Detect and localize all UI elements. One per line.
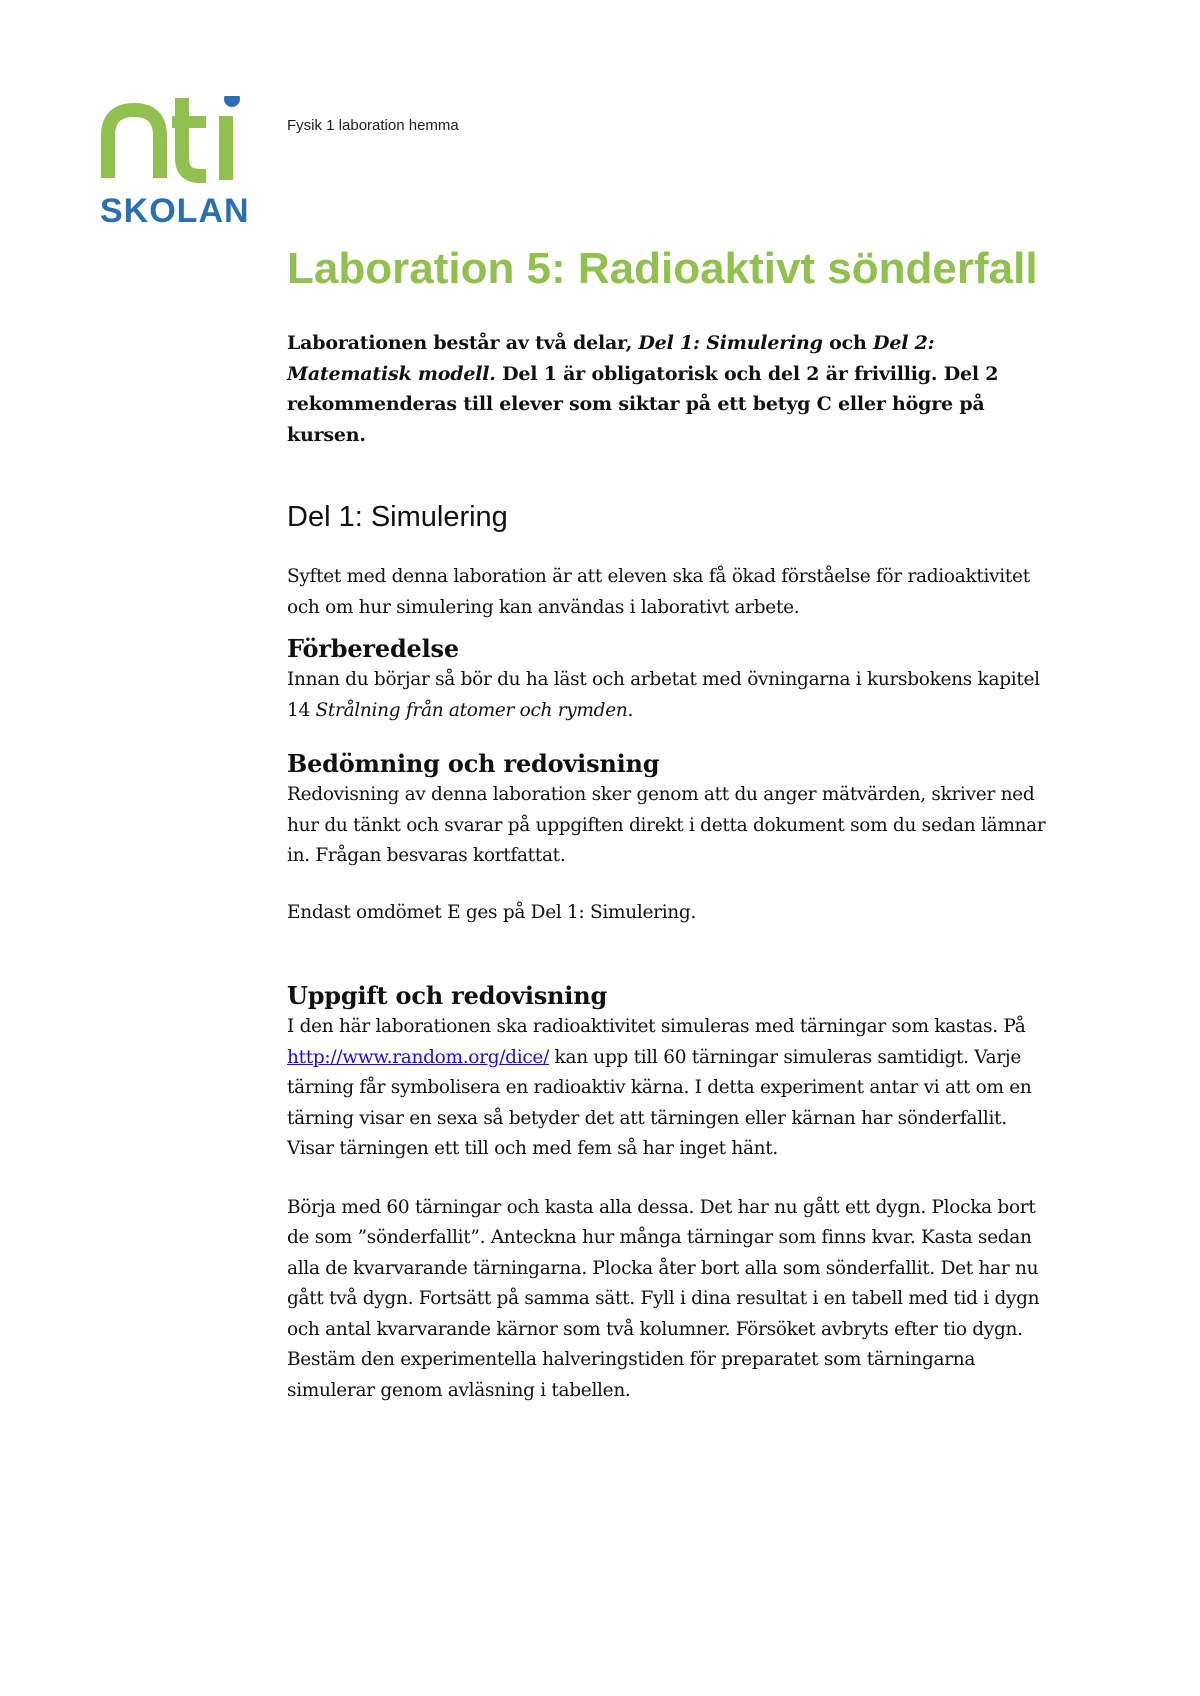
uppgift-paragraph xyxy=(287,1012,1047,1165)
forberedelse-end: . xyxy=(627,699,634,721)
chapter-title: Strålning från atomer och rymden xyxy=(315,699,628,721)
grade-note: Endast omdömet E ges på Del 1: Simulering. xyxy=(287,901,697,923)
subheading-forberedelse: Förberedelse xyxy=(287,634,459,663)
intro-text-1: Laborationen består av två delar, xyxy=(287,332,639,354)
skolan-wordmark: SKOLAN xyxy=(100,192,250,230)
page-title: Laboration 5: Radioaktivt sönderfall xyxy=(287,244,1038,293)
forberedelse-paragraph xyxy=(287,665,1047,726)
instructions-paragraph: Börja med 60 tärningar och kasta alla dessa. Det har nu gått ett dygn. Plocka bort de som ”sönderfallit”. Anteckna hur många tärningar som finns kvar. Kasta sedan alla de kvarvarande tärningarna. Plocka åter bort alla som sönderfallit. Det har nu gått två dygn. Fortsätt på samma sätt. Fyll i dina resultat i en tabell med tid i dygn och antal kvarvarande kärnor som två kolumner. Försöket avbryts efter tio dygn. Bestäm den experimentella halveringstiden för preparatet som tärningarna simulerar genom avläsning i tabellen. xyxy=(287,1196,1040,1401)
header-text: Fysik 1 laboration hemma xyxy=(287,117,459,134)
intro-text-3: Del 1 är obligatorisk och del 2 är frivillig. Del 2 rekommenderas till elever som siktar på ett betyg C eller högre på kursen. xyxy=(287,362,999,446)
uppgift-text-1: I den här laborationen ska radioaktivitet simuleras med tärningar som kastas. På xyxy=(287,1016,1026,1037)
section-heading-del1: Del 1: Simulering xyxy=(287,501,508,533)
subheading-uppgift: Uppgift och redovisning xyxy=(287,981,608,1010)
document-body xyxy=(287,240,1047,1406)
bedomning-paragraph: Redovisning av denna laboration sker genom att du anger mätvärden, skriver ned hur du tänkt och svarar på uppgiften direkt i detta dokument som du sedan lämnar in. Frågan besvaras kortfattat. xyxy=(287,784,1046,866)
intro-emphasis-del1: Del 1: Simulering xyxy=(638,332,823,354)
intro-emphasis-del2: Del 2: Matematisk modell. xyxy=(287,332,935,385)
nti-skolan-logo xyxy=(100,96,260,246)
forberedelse-text: Innan du börjar så bör du ha läst och arbetat med övningarna i kursbokens kapitel 14 xyxy=(287,669,1040,721)
intro-paragraph xyxy=(287,328,1047,450)
uppgift-text-2: kan upp till 60 tärningar simuleras samtidigt. Varje tärning får symbolisera en radioaktiv kärna. I detta experiment antar vi att om en tärning visar en sexa så betyder det att tärningen eller kärnan har sönderfallit. Visar tärningen ett till och med fem så har inget hänt. xyxy=(287,1046,1032,1159)
purpose-paragraph: Syftet med denna laboration är att eleven ska få ökad förståelse för radioaktivitet och om hur simulering kan användas i laborativt arbete. xyxy=(287,566,1030,618)
nti-logo-graphic xyxy=(100,96,260,246)
intro-text-2: och xyxy=(822,332,874,354)
subheading-bedomning: Bedömning och redovisning xyxy=(287,749,660,778)
random-org-dice-link[interactable]: http://www.random.org/dice/ xyxy=(287,1046,549,1068)
